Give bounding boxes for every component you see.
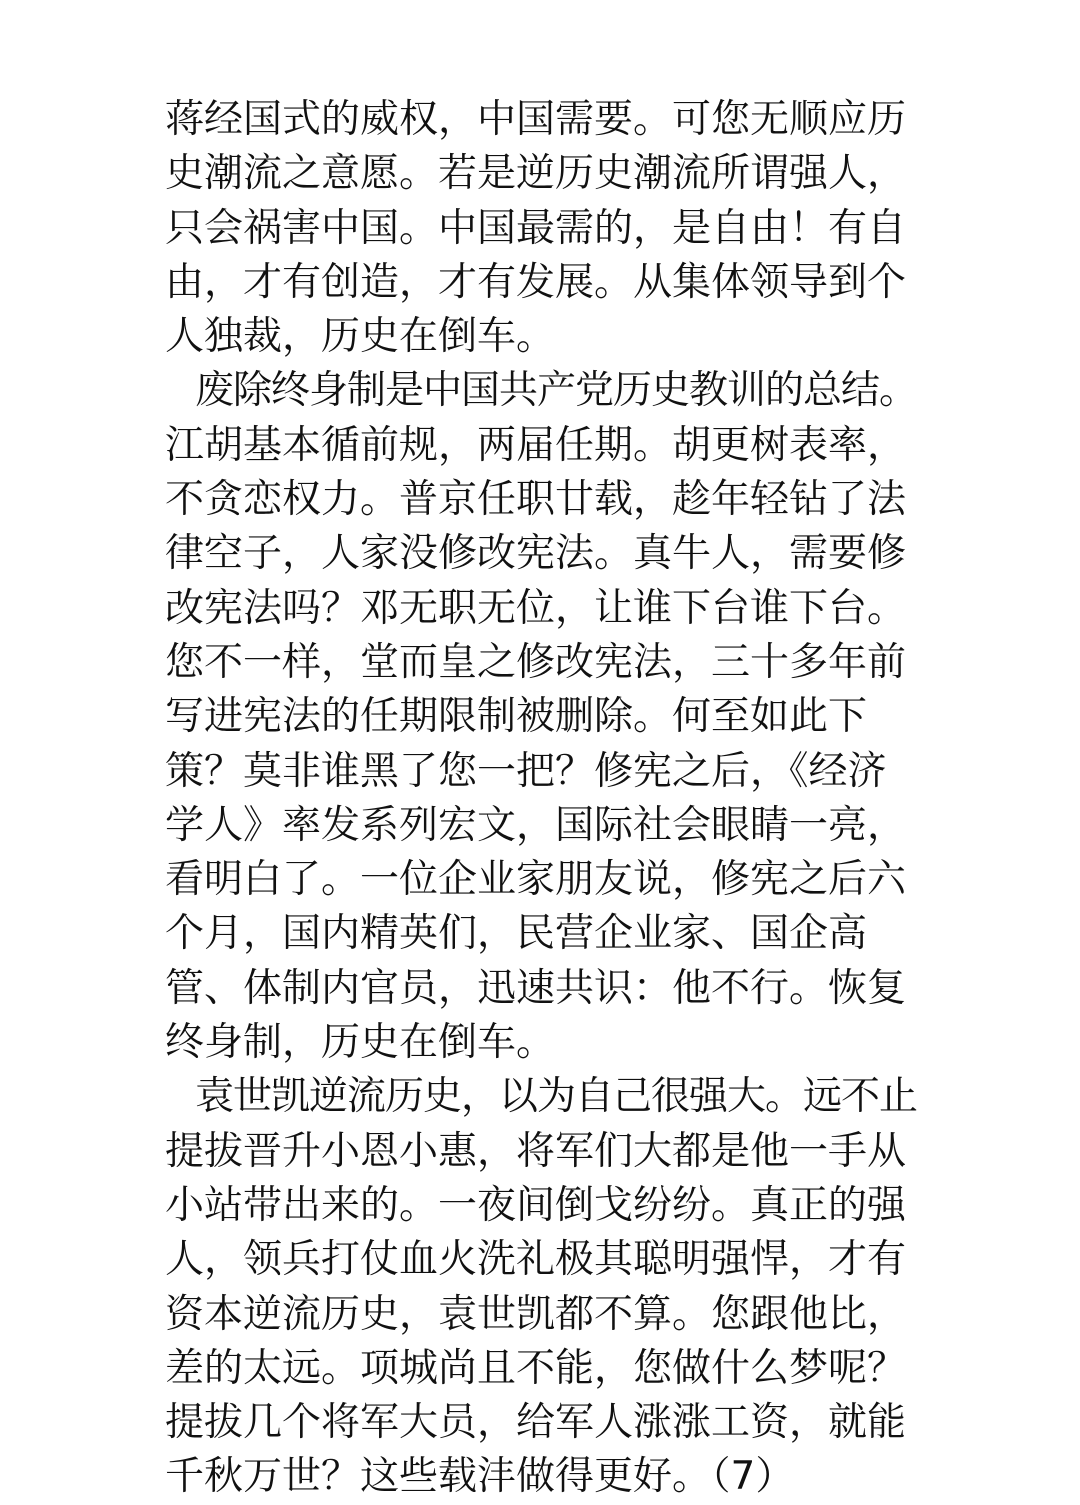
text-line: 学人》率发系列宏文，国际社会眼睛一亮， bbox=[165, 802, 907, 848]
text-line: 资本逆流历史，袁世凯都不算。您跟他比， bbox=[165, 1291, 907, 1337]
text-line: 江胡基本循前规，两届任期。胡更树表率， bbox=[165, 422, 907, 468]
text-line: 人，领兵打仗血火洗礼极其聪明强悍，才有 bbox=[165, 1237, 907, 1283]
text-line: 改宪法吗？邓无职无位，让谁下台谁下台。 bbox=[165, 585, 907, 631]
text-line: 由，才有创造，才有发展。从集体领导到个 bbox=[165, 259, 907, 305]
paragraph-start-line: 袁世凯逆流历史，以为自己很强大。远不止 bbox=[195, 1074, 918, 1120]
text-line: 提拔几个将军大员，给军人涨涨工资，就能 bbox=[165, 1400, 907, 1446]
text-line: 写进宪法的任期限制被删除。何至如此下 bbox=[165, 694, 868, 740]
text-line: 提拔晋升小恩小惠，将军们大都是他一手从 bbox=[165, 1128, 907, 1174]
text-line: 只会祸害中国。中国最需的，是自由！有自 bbox=[165, 205, 907, 251]
text-line: 蒋经国式的威权，中国需要。可您无顺应历 bbox=[165, 97, 907, 142]
text-line: 千秋万世？这些载沣做得更好。（7） bbox=[165, 1454, 795, 1500]
text-line: 律空子，人家没修改宪法。真牛人，需要修 bbox=[165, 531, 907, 577]
text-line: 看明白了。一位企业家朋友说，修宪之后六 bbox=[165, 857, 907, 903]
text-line: 史潮流之意愿。若是逆历史潮流所谓强人， bbox=[165, 151, 907, 197]
text-line: 管、体制内官员，迅速共识：他不行。恢复 bbox=[165, 965, 907, 1011]
paragraph-start-line: 废除终身制是中国共产党历史教训的总结。 bbox=[195, 368, 918, 414]
text-line: 终身制，历史在倒车。 bbox=[165, 1020, 556, 1066]
text-line: 您不一样，堂而皇之修改宪法，三十多年前 bbox=[165, 639, 907, 685]
text-line: 个月，国内精英们，民营企业家、国企高 bbox=[165, 911, 868, 957]
text-line: 差的太远。项城尚且不能，您做什么梦呢？ bbox=[165, 1345, 907, 1391]
text-line: 人独裁，历史在倒车。 bbox=[165, 314, 556, 360]
text-line: 策？莫非谁黑了您一把？修宪之后，《经济 bbox=[165, 748, 887, 794]
article-body bbox=[165, 93, 925, 1505]
text-line: 不贪恋权力。普京任职廿载，趁年轻钻了法 bbox=[165, 477, 907, 523]
text-line: 小站带出来的。一夜间倒戈纷纷。真正的强 bbox=[165, 1182, 907, 1228]
